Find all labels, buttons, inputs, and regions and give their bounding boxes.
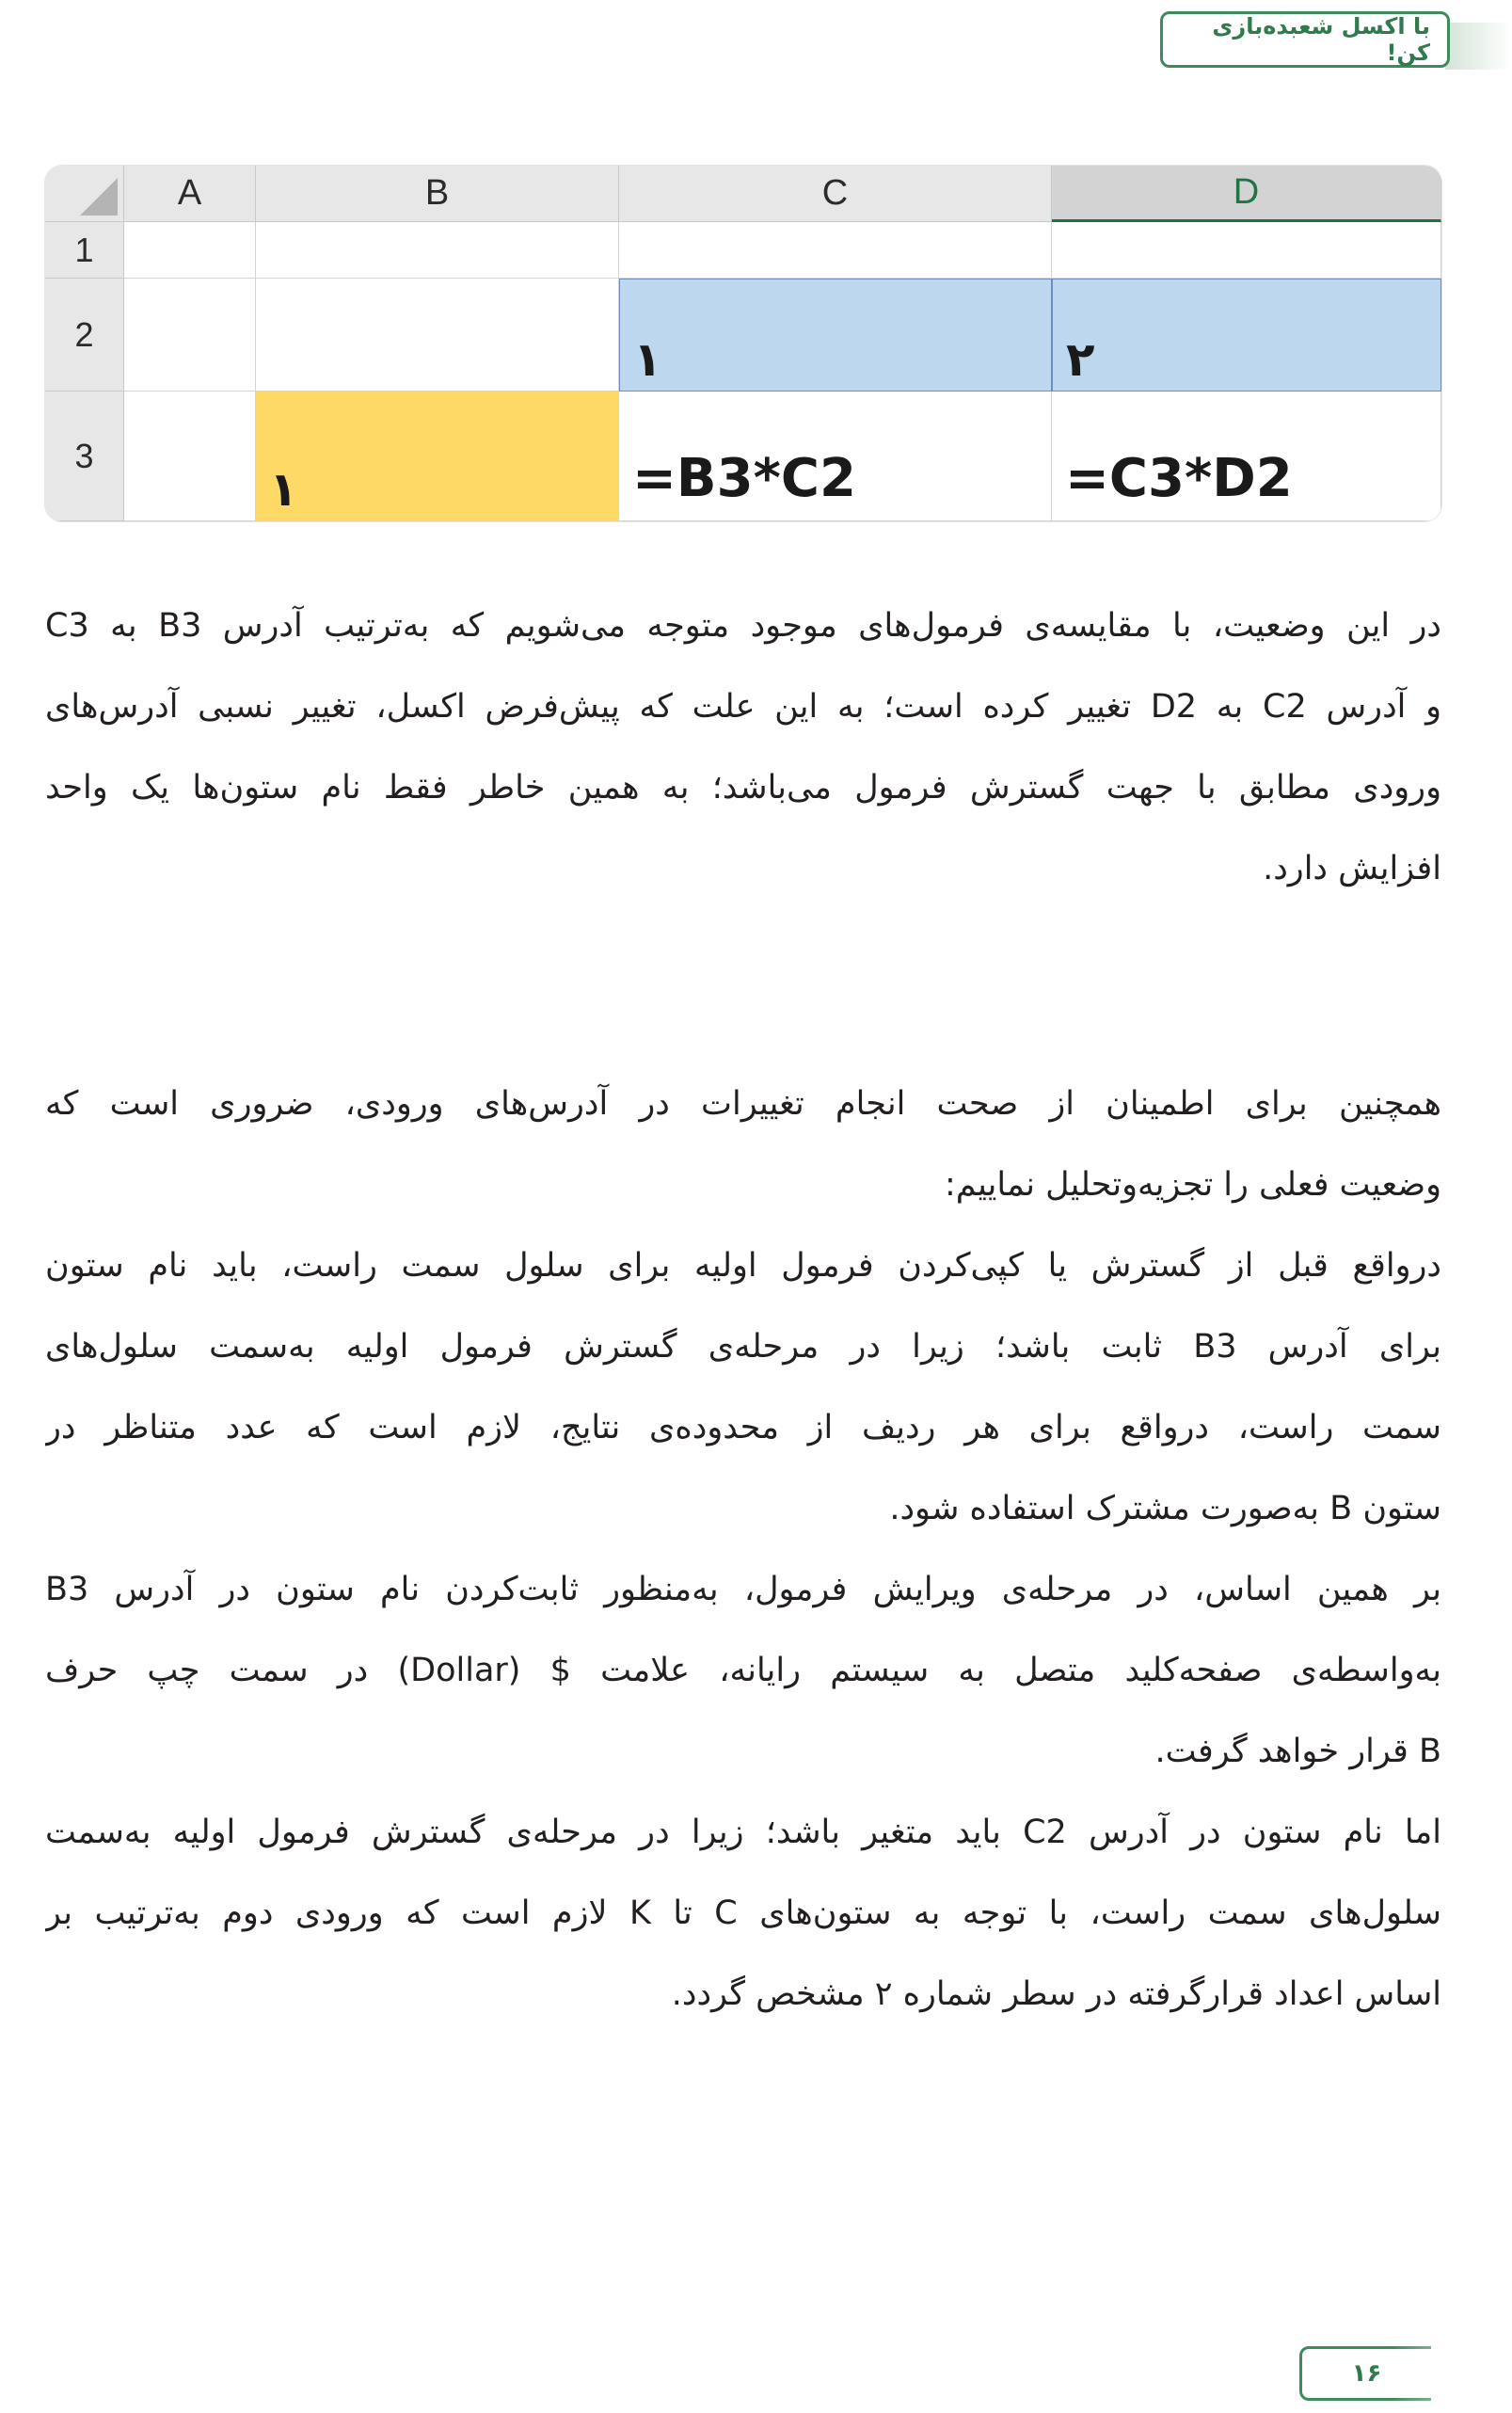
column-header-c[interactable]: C: [619, 166, 1052, 222]
row-header-3[interactable]: 3: [45, 392, 124, 521]
cell-d1[interactable]: [1052, 222, 1441, 279]
text-line: اما نام ستون در آدرس C2 باید متغیر باشد؛ زیرا در مرحله‌ی گسترش فرمول اولیه به‌سمت: [45, 1814, 1441, 1851]
text-line: ورودی مطابق با جهت گسترش فرمول می‌باشد؛ به همین خاطر فقط نام ستون‌ها یک واحد: [45, 769, 1441, 807]
text-line: در این وضعیت، با مقایسه‌ی فرمول‌های موجود متوجه می‌شویم که به‌ترتیب آدرس B3 به C3: [45, 607, 1441, 645]
cell-d2-value: ۲: [1066, 332, 1095, 387]
paragraph-3: [45, 1225, 1441, 1549]
text-line: وضعیت فعلی را تجزیه‌وتحلیل نماییم:: [944, 1166, 1441, 1204]
select-all-corner[interactable]: [45, 166, 124, 222]
paragraph-5: [45, 1792, 1441, 2035]
column-header-b[interactable]: B: [256, 166, 619, 222]
text-line: برای آدرس B3 ثابت باشد؛ زیرا در مرحله‌ی گسترش فرمول اولیه به‌سمت سلول‌های: [45, 1328, 1441, 1366]
spreadsheet: [45, 166, 1441, 521]
row-header-1[interactable]: 1: [45, 222, 124, 279]
cell-c2[interactable]: [619, 279, 1052, 392]
paragraph-4: [45, 1549, 1441, 1792]
cell-a3[interactable]: [124, 392, 256, 521]
cell-b1[interactable]: [256, 222, 619, 279]
cell-d3-formula: =C3*D2: [1065, 448, 1293, 509]
cell-b3-value: ۱: [269, 462, 298, 517]
page-number: ۱۶: [1351, 2359, 1382, 2388]
text-line: افزایش دارد.: [1263, 850, 1441, 887]
page-number-decoration: [1393, 2346, 1512, 2401]
text-line: و آدرس C2 به D2 تغییر کرده است؛ به این علت که پیش‌فرض اکسل، تغییر نسبی آدرس‌های: [45, 688, 1441, 726]
text-line: اساس اعداد قرارگرفته در سطر شماره ۲ مشخص گردد.: [671, 1975, 1441, 2013]
text-line: ستون B به‌صورت مشترک استفاده شود.: [889, 1490, 1441, 1527]
text-line: سلول‌های سمت راست، با توجه به ستون‌های C تا K لازم است که ورودی دوم به‌ترتیب بر: [45, 1894, 1441, 1932]
cell-c1[interactable]: [619, 222, 1052, 279]
header-decoration: [1445, 23, 1512, 70]
cell-c2-value: ۱: [633, 332, 662, 387]
text-line: بر همین اساس، در مرحله‌ی ویرایش فرمول، به‌منظور ثابت‌کردن نام ستون در آدرس B3: [45, 1571, 1441, 1608]
cell-a1[interactable]: [124, 222, 256, 279]
text-line: درواقع قبل از گسترش یا کپی‌کردن فرمول اولیه برای سلول سمت راست، باید نام ستون: [45, 1247, 1441, 1285]
paragraph-2: [45, 1063, 1441, 1225]
cell-c3-formula: =B3*C2: [632, 448, 856, 509]
text-line: به‌واسطه‌ی صفحه‌کلید متصل به سیستم رایانه، علامت $ (Dollar) در سمت چپ حرف: [45, 1652, 1441, 1689]
paragraph-1: [45, 585, 1441, 909]
text-line: همچنین برای اطمینان از صحت انجام تغییرات در آدرس‌های ورودی، ضروری است که: [45, 1085, 1441, 1123]
cell-b2[interactable]: [256, 279, 619, 392]
book-title-badge: [1160, 11, 1450, 68]
cell-d2[interactable]: [1052, 279, 1441, 392]
row-header-2[interactable]: 2: [45, 279, 124, 392]
cell-d3[interactable]: [1052, 392, 1441, 521]
text-line: B قرار خواهد گرفت.: [1154, 1733, 1441, 1770]
column-header-d[interactable]: D: [1052, 166, 1441, 222]
text-line: سمت راست، درواقع برای هر ردیف از محدوده‌ی نتایج، لازم است که عدد متناظر در: [45, 1409, 1441, 1446]
cell-c3[interactable]: [619, 392, 1052, 521]
cell-b3[interactable]: [256, 392, 619, 521]
book-title: با اکسل شعبده‌بازی کن!: [1212, 13, 1430, 66]
column-header-a[interactable]: A: [124, 166, 256, 222]
cell-a2[interactable]: [124, 279, 256, 392]
